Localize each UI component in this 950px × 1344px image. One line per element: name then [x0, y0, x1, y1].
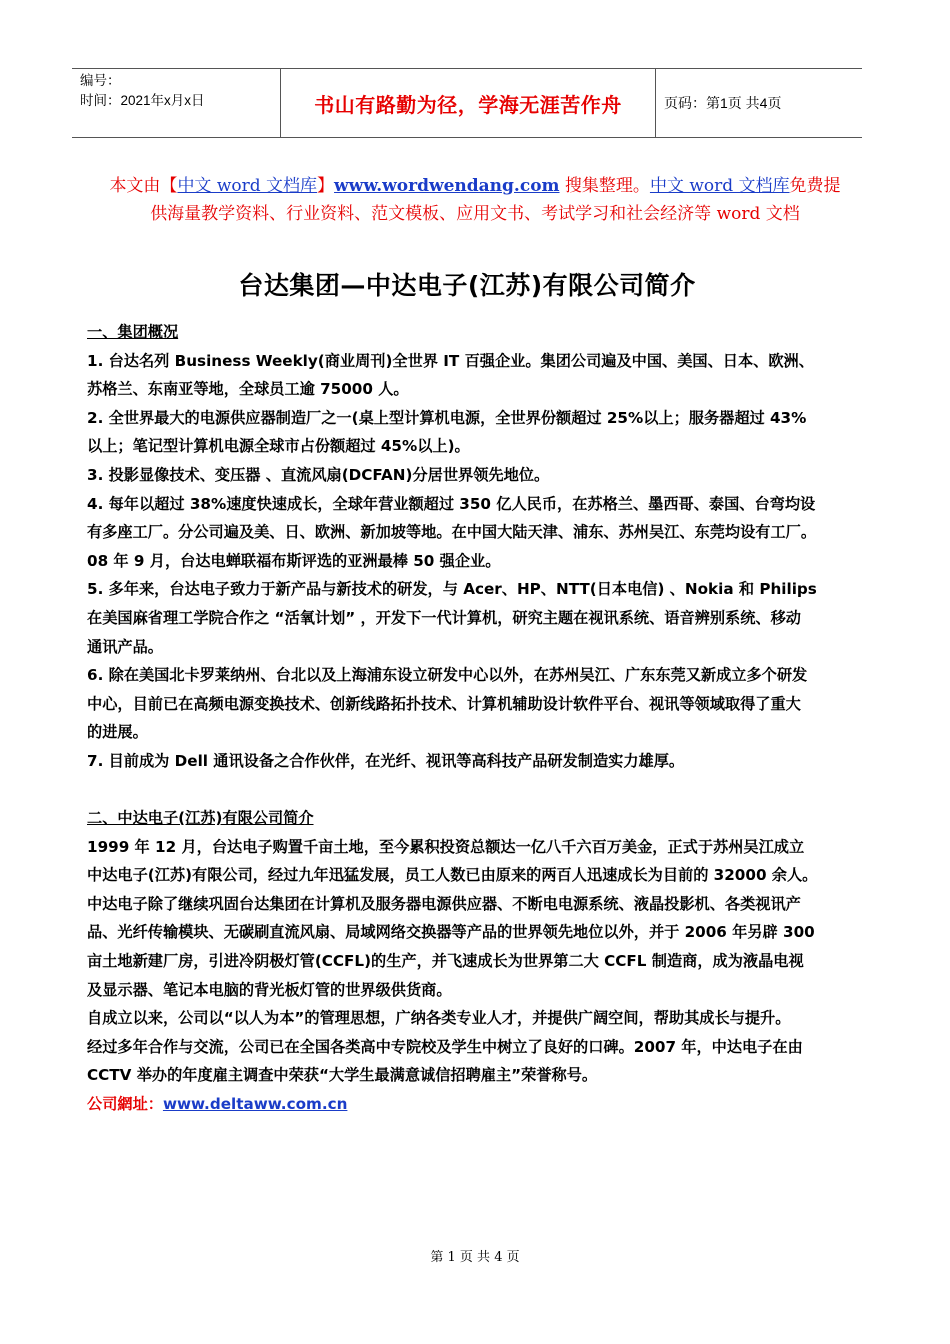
time-label: 时间：2021年x月x日	[80, 93, 205, 108]
list-item-line: 4. 每年以超过 38%速度快速成长，全球年营业额超过 350 亿人民币，在苏格兰、墨西哥、泰国、台弯均设	[87, 494, 816, 513]
header-motto: 书山有路勤为径，学海无涯苦作舟	[280, 69, 656, 137]
website-link[interactable]: www.deltaww.com.cn	[162, 1095, 348, 1114]
list-item-line: 7. 目前成为 Dell 通讯设备之合作伙伴，在光纤、视讯等高科技产品研发制造实力雄厚。	[87, 751, 685, 770]
website-label: 公司網址：	[87, 1095, 163, 1114]
website-line	[87, 1090, 857, 1119]
paragraph-line: 自成立以来，公司以“以人为本”的管理思想，广纳各类专业人才，并提供广阔空间，帮助其成长与提升。	[87, 1009, 791, 1028]
page-header	[72, 68, 862, 138]
header-page-label: 页码：第1页 共4页	[664, 95, 782, 111]
banner-text-end: 免费提	[789, 176, 841, 196]
list-item-line: 苏格兰、东南亚等地，全球员工逾 75000 人。	[87, 380, 409, 399]
list-item-line: 2. 全世界最大的电源供应器制造厂之一(桌上型计算机电源，全世界份额超过 25%以上；服务器超过 43%	[87, 408, 807, 427]
list-item-line: 在美国麻省理工学院合作之 “活氧计划” ，开发下一代计算机，研究主题在视讯系统、语音辨别系统、移动	[87, 608, 801, 627]
list-item-line: 3. 投影显像技术、变压器 、直流风扇(DCFAN)分居世界领先地位。	[87, 465, 550, 484]
banner-text-after: 搜集整理。	[559, 176, 650, 196]
document-body	[87, 318, 857, 1119]
list-item-line: 1. 台达名列 Business Weekly(商业周刊)全世界 IT 百强企业。集团公司遍及中国、美国、日本、欧洲、	[87, 351, 814, 370]
source-banner	[80, 172, 870, 228]
section-2-text	[87, 833, 857, 1090]
banner-link-library[interactable]: 中文 word 文档库	[177, 176, 318, 196]
list-item-line: 通讯产品。	[87, 637, 163, 656]
list-item-line: 中心，目前已在高频电源变换技术、创新线路拓扑技术、计算机辅助设计软件平台、视讯等领域取得了重大	[87, 694, 801, 713]
banner-line-1	[80, 172, 870, 200]
banner-prefix: 本文由【	[109, 176, 178, 196]
paragraph-line: 中达电子(江苏)有限公司，经过九年迅猛发展，员工人数已由原来的两百人迅速成长为目前的 32000 余人。	[87, 866, 818, 885]
list-item-line: 08 年 9 月，台达电蝉联福布斯评选的亚洲最棒 50 强企业。	[87, 551, 501, 570]
paragraph-line: 1999 年 12 月，台达电子购置千亩土地，至今累积投资总额达一亿八千六百万美金，正式于苏州吴江成立	[87, 837, 805, 856]
header-meta	[72, 69, 280, 137]
paragraph-line: 中达电子除了继续巩固台达集团在计算机及服务器电源供应器、不断电电源系统、液晶投影机、各类视讯产	[87, 894, 801, 913]
paragraph-line: 经过多年合作与交流，公司已在全国各类高中专院校及学生中树立了良好的口碑。2007 年，中达电子在由	[87, 1037, 803, 1056]
number-label: 编号：	[80, 73, 121, 88]
banner-link-library-2[interactable]: 中文 word 文档库	[649, 176, 790, 196]
page-footer: 第 1 页 共 4 页	[430, 1250, 520, 1265]
banner-bracket: 】	[317, 176, 335, 196]
paragraph-line: 亩土地新建厂房，引进冷阴极灯管(CCFL)的生产，并飞速成长为世界第二大 CCFL 制造商，成为液晶电视	[87, 952, 804, 971]
section-2-heading: 二、中达电子(江苏)有限公司简介	[87, 809, 314, 828]
paragraph-line: 及显示器、笔记本电脑的背光板灯管的世界级供货商。	[87, 980, 452, 999]
banner-link-website[interactable]: www.wordwendang.com	[334, 176, 560, 196]
section-gap	[87, 776, 857, 805]
paragraph-line: CCTV 举办的年度雇主调查中荣获“大学生最满意诚信招聘雇主”荣誉称号。	[87, 1066, 598, 1085]
banner-line-2: 供海量教学资料、行业资料、范文模板、应用文书、考试学习和社会经济等 word 文档	[150, 204, 800, 224]
list-item-line: 5. 多年来，台达电子致力于新产品与新技术的研发，与 Acer、HP、NTT(日本电信) 、Nokia 和 Philips	[87, 580, 817, 599]
section-1-heading: 一、集团概况	[87, 323, 179, 341]
section-1-list	[87, 347, 857, 776]
list-item-line: 的进展。	[87, 723, 148, 742]
document-title: 台达集团—中达电子(江苏)有限公司简介	[238, 271, 696, 300]
paragraph-line: 品、光纤传输模块、无碳刷直流风扇、局域网络交换器等产品的世界领先地位以外，并于 2006 年另辟 300	[87, 923, 815, 942]
list-item-line: 以上；笔记型计算机电源全球市占份额超过 45%以上)。	[87, 437, 470, 456]
list-item-line: 有多座工厂。分公司遍及美、日、欧洲、新加坡等地。在中国大陆天津、浦东、苏州吴江、东莞均设有工厂。	[87, 523, 816, 542]
list-item-line: 6. 除在美国北卡罗莱纳州、台北以及上海浦东设立研发中心以外，在苏州吴江、广东东莞又新成立多个研发	[87, 666, 808, 685]
